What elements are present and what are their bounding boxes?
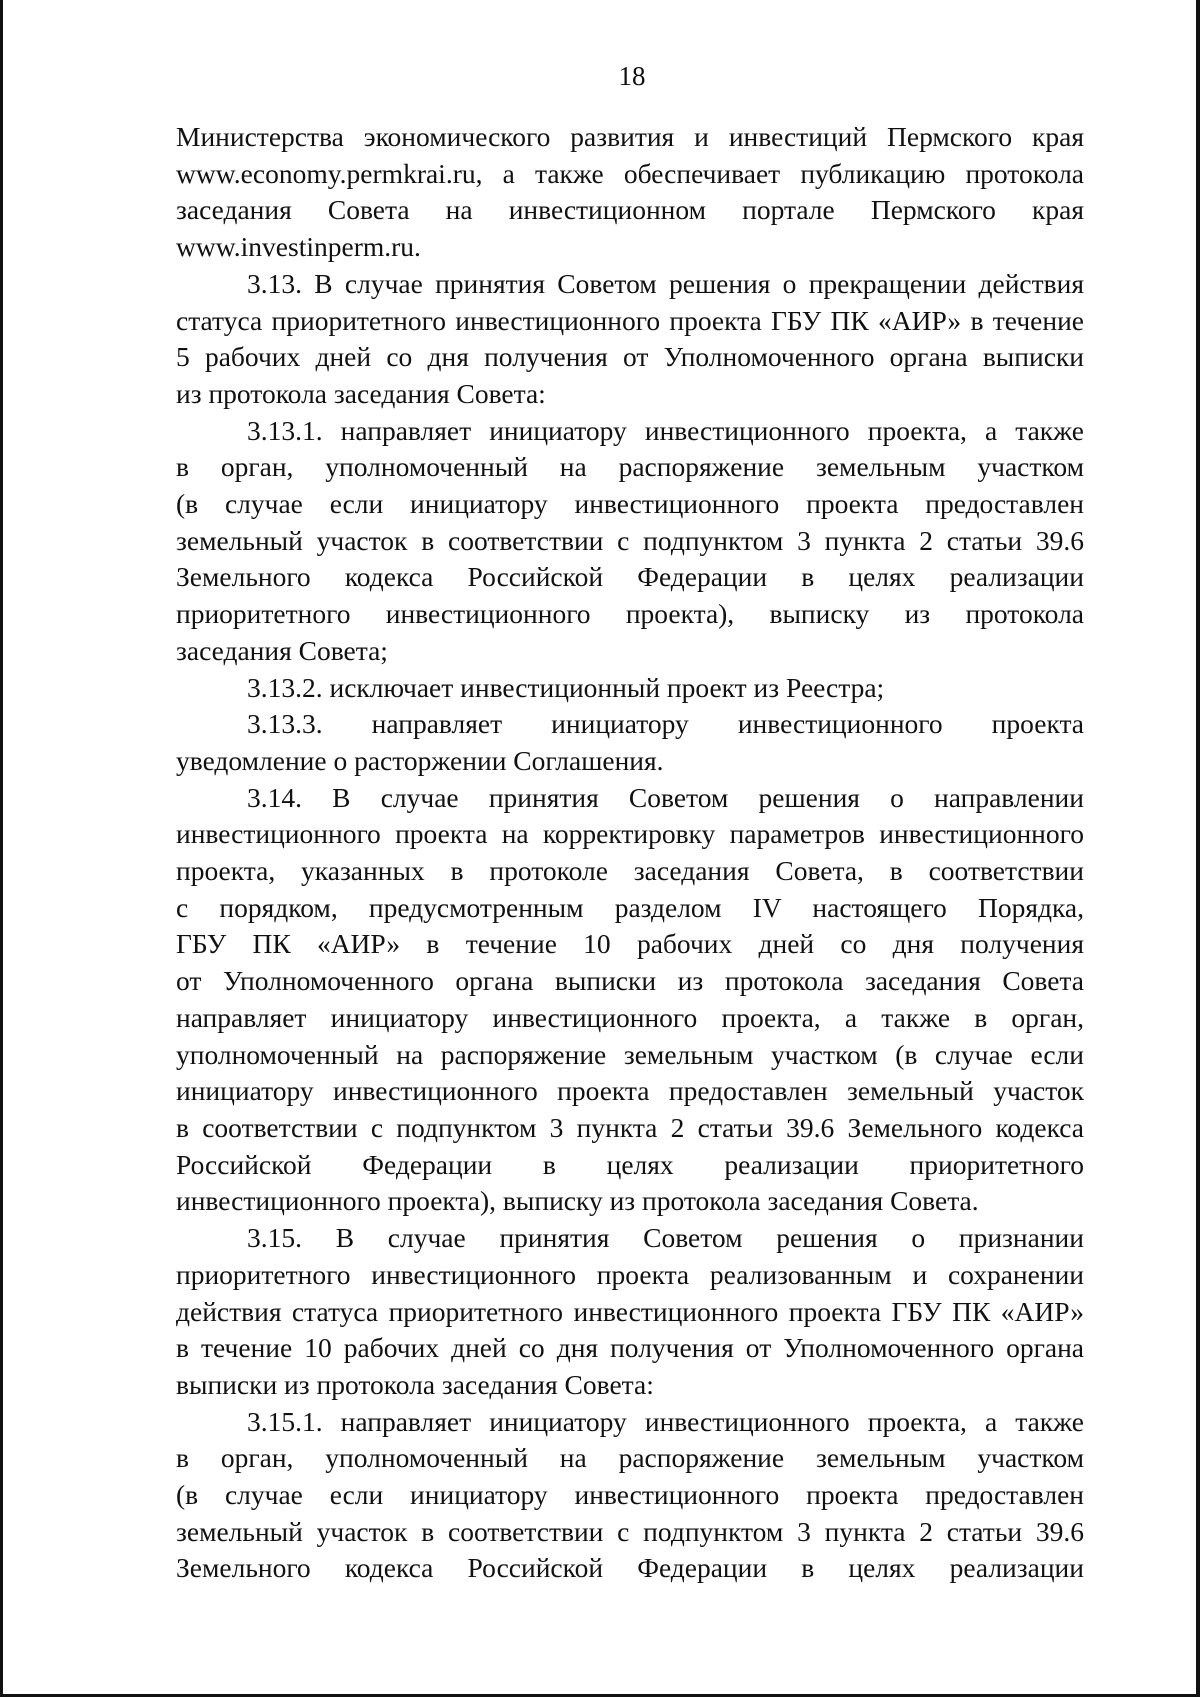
text-line: Земельного кодекса Российской Федерации в целях реализации [176,561,1084,593]
scan-edge-right [1196,0,1200,1697]
text-line: уведомление о расторжении Соглашения. [176,744,664,776]
text-line: направляет инициатору инвестиционного проекта, а также в орган, [176,1001,1084,1033]
text-line: приоритетного инвестиционного проекта реализованным и сохранении [176,1258,1084,1290]
text-line: в течение 10 рабочих дней со дня получения от Уполномоченного органа [176,1332,1084,1364]
text-line: 3.13. В случае принятия Советом решения о прекращении действия [247,267,1084,299]
paragraph-p3-15 [176,1220,1084,1404]
text-line: выписки из протокола заседания Совета: [176,1368,654,1400]
text-line: 3.15. В случае принятия Советом решения о признании [247,1222,1084,1254]
text-line: инвестиционного проекта на корректировку параметров инвестиционного [176,818,1084,850]
text-line: земельный участок в соответствии с подпунктом 3 пункта 2 статьи 39.6 [176,524,1084,556]
text-line: от Уполномоченного органа выписки из протокола заседания Совета [176,965,1084,997]
text-line: (в случае если инициатору инвестиционного проекта предоставлен [176,488,1084,520]
text-line: 5 рабочих дней со дня получения от Уполномоченного органа выписки [176,341,1084,373]
text-line: заседания Совета; [176,634,388,666]
text-line: 3.15.1. направляет инициатору инвестиционного проекта, а также [247,1405,1084,1437]
page-number: 18 [618,61,646,91]
text-line: ГБУ ПК «АИР» в течение 10 рабочих дней со дня получения [176,928,1084,960]
text-line: в орган, уполномоченный на распоряжение земельным участком [176,451,1084,483]
text-line: уполномоченный на распоряжение земельным участком (в случае если [176,1038,1084,1070]
text-line: в соответствии с подпунктом 3 пункта 2 статьи 39.6 Земельного кодекса [176,1111,1084,1143]
text-line: Российской Федерации в целях реализации приоритетного [176,1148,1084,1180]
text-line: инвестиционного проекта), выписку из протокола заседания Совета. [176,1185,979,1217]
paragraph-p3-15-1 [176,1404,1084,1588]
text-line: приоритетного инвестиционного проекта), выписку из протокола [176,598,1084,630]
text-line: 3.13.1. направляет инициатору инвестиционного проекта, а также [247,414,1084,446]
text-line: 3.13.3. направляет инициатору инвестиционного проекта [247,708,1084,740]
scan-edge-left [0,0,3,1697]
text-line: статуса приоритетного инвестиционного проекта ГБУ ПК «АИР» в течение [176,304,1084,336]
text-line: www.economy.permkrai.ru, а также обеспечивает публикацию протокола [176,157,1084,189]
text-line: с порядком, предусмотренным разделом IV настоящего Порядка, [176,891,1084,923]
text-line: (в случае если инициатору инвестиционного проекта предоставлен [176,1479,1084,1511]
text-line: 3.13.2. исключает инвестиционный проект из Реестра; [247,671,885,703]
text-line: Земельного кодекса Российской Федерации в целях реализации [176,1552,1084,1584]
text-line: 3.14. В случае принятия Советом решения о направлении [247,781,1084,813]
text-line: заседания Совета на инвестиционном портале Пермского края [176,194,1084,226]
text-line: земельный участок в соответствии с подпунктом 3 пункта 2 статьи 39.6 [176,1515,1084,1547]
text-line: www.investinperm.ru. [176,231,421,263]
text-line: из протокола заседания Совета: [176,377,546,409]
paragraph-p3-13-3 [176,706,1084,779]
paragraph-p3-13-1 [176,413,1084,670]
paragraph-p3-13-2 [176,670,1084,707]
document-body [176,119,1084,1587]
paragraph-p3-14 [176,780,1084,1220]
text-line: Министерства экономического развития и инвестиций Пермского края [176,121,1084,152]
text-line: в орган, уполномоченный на распоряжение земельным участком [176,1442,1084,1474]
text-line: инициатору инвестиционного проекта предоставлен земельный участок [176,1075,1084,1107]
text-line: действия статуса приоритетного инвестиционного проекта ГБУ ПК «АИР» [176,1295,1084,1327]
text-line: проекта, указанных в протоколе заседания Совета, в соответствии [176,855,1084,887]
paragraph-p3-13 [176,266,1084,413]
paragraph-p0 [176,119,1084,266]
